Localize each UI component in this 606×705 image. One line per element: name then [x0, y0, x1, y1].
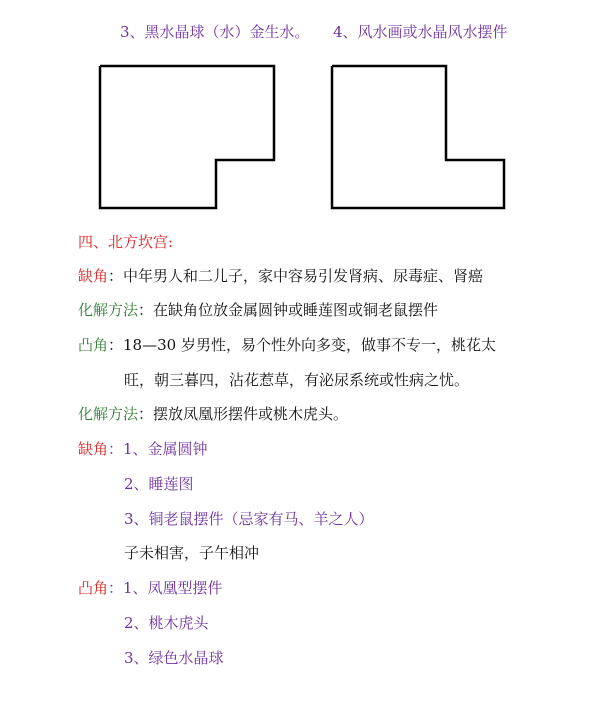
remedy-label-1: 化解方法 — [78, 301, 139, 319]
remedy-text-1: ：在缺角位放金属圆钟或睡莲图或铜老鼠摆件 — [138, 301, 439, 319]
lack-list-item-1 — [78, 439, 208, 459]
feng-shui-item-4: 4、风水画或水晶风水摆件 — [333, 23, 508, 41]
protruding-corner-diagram — [328, 62, 508, 212]
protrude-list-text-1: ：1、凤凰型摆件 — [108, 579, 223, 597]
lack-corner-text: ：中年男人和二儿子，家中容易引发肾病、尿毒症、肾癌 — [108, 267, 484, 285]
remedy-label-2: 化解方法 — [78, 405, 139, 423]
lack-list-note: 子未相害，子午相冲 — [124, 544, 260, 562]
protrude-list-item-2: 2、桃木虎头 — [124, 614, 209, 632]
protrude-list-item-1 — [78, 578, 223, 598]
protrude-corner-line — [78, 335, 496, 355]
protrude-corner-text-2: 旺，朝三暮四，沾花惹草，有泌尿系统或性病之忧。 — [124, 371, 470, 389]
remedy-line-1 — [78, 300, 438, 320]
missing-corner-diagram — [96, 62, 278, 212]
lack-corner-line — [78, 266, 483, 286]
feng-shui-item-3: 3、黑水晶球（水）金生水。 — [120, 23, 310, 41]
lack-list-label: 缺角 — [78, 440, 109, 458]
lack-corner-label: 缺角 — [78, 267, 109, 285]
section-heading: 四、北方坎宫: — [78, 233, 174, 251]
protrude-corner-text-1: ：18—30 岁男性，易个性外向多变，做事不专一，桃花太 — [108, 336, 496, 354]
protrude-list-label: 凸角 — [78, 579, 109, 597]
protrude-list-item-3: 3、绿色水晶球 — [124, 649, 224, 667]
lack-list-text-1: ：1、金属圆钟 — [108, 440, 208, 458]
remedy-line-2 — [78, 404, 348, 424]
lack-list-item-3: 3、铜老鼠摆件（忌家有马、羊之人） — [124, 510, 374, 528]
remedy-text-2: ：摆放凤凰形摆件或桃木虎头。 — [138, 405, 349, 423]
protrude-corner-label: 凸角 — [78, 336, 109, 354]
lack-list-item-2: 2、睡莲图 — [124, 475, 194, 493]
